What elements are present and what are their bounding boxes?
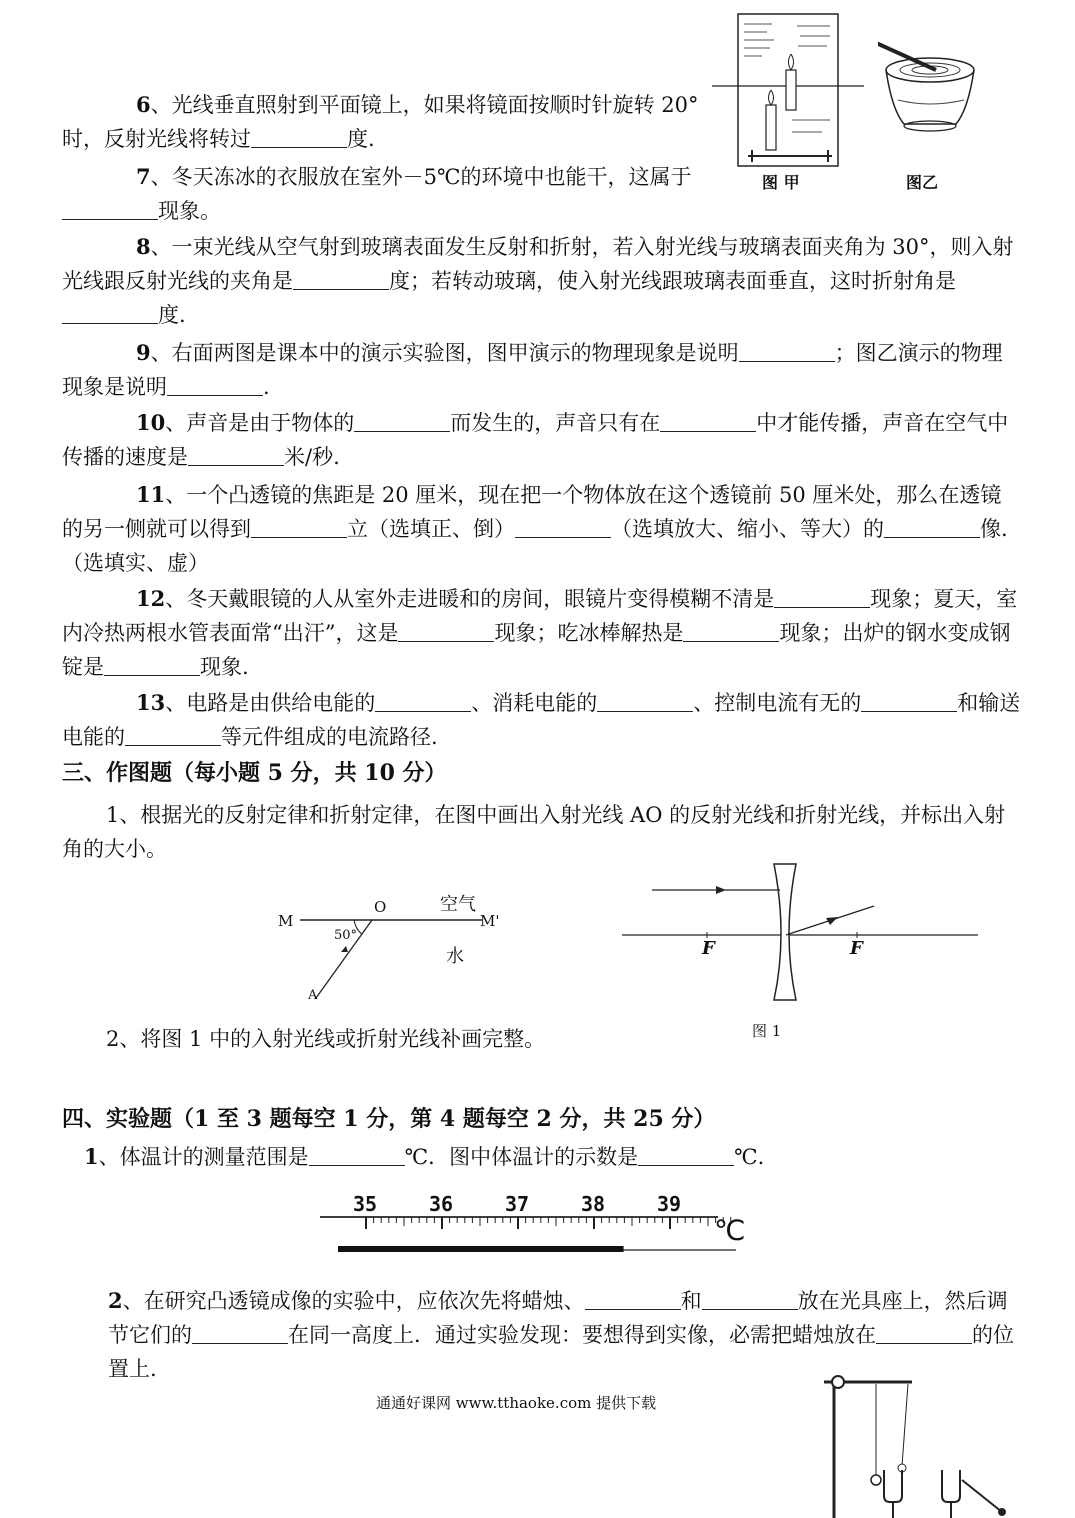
answer-blank[interactable] bbox=[192, 1323, 288, 1344]
answer-blank[interactable] bbox=[293, 269, 389, 290]
answer-blank[interactable] bbox=[251, 517, 347, 538]
section-3-heading: 三、作图题（每小题 5 分，共 10 分） bbox=[62, 760, 447, 786]
answer-blank[interactable] bbox=[585, 1289, 681, 1310]
mirror-label-m: M bbox=[278, 912, 294, 930]
tick-label: 35 bbox=[353, 1192, 378, 1216]
question-9: 9、右面两图是课本中的演示实验图，图甲演示的物理现象是说明 ；图乙演示的物理现象是说明 . bbox=[62, 340, 1003, 399]
answer-blank[interactable] bbox=[597, 691, 693, 712]
figure-jia-candle bbox=[712, 10, 872, 175]
question-10: 10、声音是由于物体的 而发生的，声音只有在 中才能传播，声音在空气中传播的速度是 米/秒. bbox=[62, 410, 1009, 469]
figure-jia-caption: 图 甲 bbox=[762, 173, 800, 192]
answer-blank[interactable] bbox=[861, 691, 957, 712]
answer-blank[interactable] bbox=[702, 1289, 798, 1310]
footer-text: 通通好课网 www.tthaoke.com 提供下载 bbox=[376, 1394, 657, 1412]
question-7: 7、冬天冻冰的衣服放在室外－5℃的环境中也能干，这属于现象。 bbox=[62, 160, 702, 228]
answer-blank[interactable] bbox=[398, 621, 494, 642]
point-o-label: O bbox=[374, 898, 387, 916]
answer-blank[interactable] bbox=[167, 375, 263, 396]
drawing-question-2: 2、将图 1 中的入射光线或折射光线补画完整。 bbox=[106, 1027, 546, 1051]
answer-blank[interactable] bbox=[354, 411, 450, 432]
answer-blank[interactable] bbox=[739, 341, 835, 362]
tick-label: 38 bbox=[581, 1192, 606, 1216]
figure-1-caption: 图 1 bbox=[752, 1022, 782, 1040]
water-label: 水 bbox=[446, 946, 464, 967]
tick-label: 36 bbox=[429, 1192, 454, 1216]
question-13: 13、电路是由供给电能的 、消耗电能的 、控制电流有无的 和输送电能的 等元件组成的电流路径. bbox=[62, 690, 1021, 749]
point-a-label: A bbox=[308, 988, 318, 1003]
concave-lens-figure bbox=[620, 860, 982, 1010]
answer-blank[interactable] bbox=[515, 517, 611, 538]
question-6: 6、光线垂直照射到平面镜上，如果将镜面按顺时针旋转 20° 时，反射光线将转过 度. bbox=[62, 92, 699, 151]
answer-blank[interactable] bbox=[375, 691, 471, 712]
drawing-question-1: 1、根据光的反射定律和折射定律，在图中画出入射光线 AO 的反射光线和折射光线，并标出入射角的大小。 bbox=[62, 803, 1006, 861]
answer-blank[interactable] bbox=[104, 655, 200, 676]
answer-blank[interactable] bbox=[876, 1323, 972, 1344]
experiment-question-2: 2、在研究凸透镜成像的实验中，应依次先将蜡烛、 和 放在光具座上，然后调节它们的 在同一高度上．通过实验发现：要想得到实像，必需把蜡烛放在 的位置上. bbox=[108, 1288, 1014, 1381]
answer-blank[interactable] bbox=[125, 725, 221, 746]
figure-yi-caption: 图乙 bbox=[906, 173, 939, 192]
figure-yi-beaker bbox=[878, 40, 990, 140]
mirror-label-m-prime: M' bbox=[480, 912, 500, 930]
answer-blank[interactable] bbox=[251, 127, 347, 148]
question-12: 12、冬天戴眼镜的人从室外走进暖和的房间，眼镜片变得模糊不清是 现象；夏天，室内冷热两根水管表面常“出汗”，这是 现象；吃冰棒解热是 现象；出炉的钢水变成钢锭是 现象. bbox=[62, 586, 1018, 679]
tick-label: 37 bbox=[505, 1192, 530, 1216]
answer-blank[interactable] bbox=[683, 621, 779, 642]
tick-label: 39 bbox=[657, 1192, 682, 1216]
answer-blank[interactable] bbox=[62, 303, 158, 324]
focal-point-left: F bbox=[702, 938, 715, 959]
answer-blank[interactable] bbox=[188, 445, 284, 466]
section-4-heading: 四、实验题（1 至 3 题每空 1 分，第 4 题每空 2 分，共 25 分） bbox=[62, 1106, 716, 1132]
answer-blank[interactable] bbox=[62, 199, 158, 220]
clinical-thermometer bbox=[318, 1190, 768, 1270]
experiment-question-1: 1、体温计的测量范围是 ℃．图中体温计的示数是 ℃. bbox=[84, 1144, 765, 1169]
answer-blank[interactable] bbox=[309, 1145, 405, 1166]
answer-blank[interactable] bbox=[774, 587, 870, 608]
question-8: 8、一束光线从空气射到玻璃表面发生反射和折射，若入射光线与玻璃表面夹角为 30°，则入射光线跟反射光线的夹角是 度；若转动玻璃，使入射光线跟玻璃表面垂直，这时折射角是度. bbox=[62, 234, 1014, 327]
answer-blank[interactable] bbox=[884, 517, 980, 538]
angle-label: 50° bbox=[334, 928, 358, 943]
answer-blank[interactable] bbox=[638, 1145, 734, 1166]
tuning-fork-figure bbox=[812, 1370, 1022, 1518]
question-11: 11、一个凸透镜的焦距是 20 厘米，现在把一个物体放在这个透镜前 50 厘米处，那么在透镜的另一侧就可以得到 立（选填正、倒） （选填放大、缩小、等大）的 像.（选填实、虚） bbox=[62, 482, 1008, 575]
mercury-column bbox=[338, 1246, 624, 1252]
answer-blank[interactable] bbox=[660, 411, 756, 432]
air-label: 空气 bbox=[440, 894, 476, 915]
focal-point-right: F bbox=[850, 938, 863, 959]
thermometer-unit: ℃ bbox=[714, 1214, 746, 1247]
